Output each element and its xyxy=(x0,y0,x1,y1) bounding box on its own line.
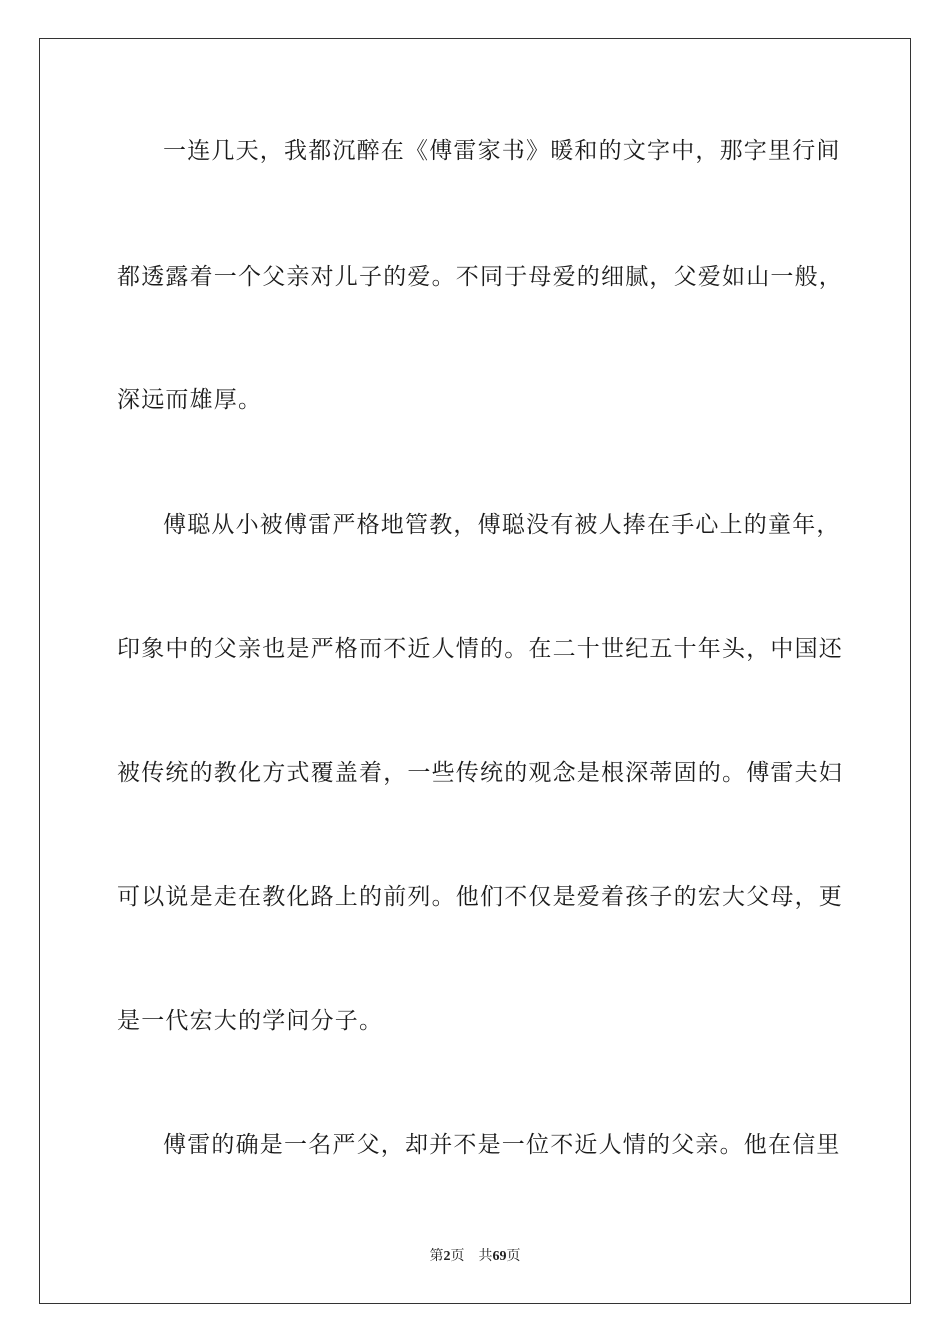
page-number: 2 xyxy=(443,1249,451,1264)
total-pages: 69 xyxy=(492,1249,507,1264)
paragraph-2-line-3: 被传统的教化方式覆盖着，一些传统的观念是根深蒂固的。傅雷夫妇 xyxy=(117,760,843,786)
paragraph-1-line-3: 深远而雄厚。 xyxy=(117,387,263,413)
paragraph-2-line-2: 印象中的父亲也是严格而不近人情的。在二十世纪五十年头，中国还 xyxy=(117,636,843,662)
paragraph-1-line-1: 一连几天，我都沉醉在《傅雷家书》暖和的文字中，那字里行间 xyxy=(163,138,841,164)
paragraph-3-line-1: 傅雷的确是一名严父，却并不是一位不近人情的父亲。他在信里 xyxy=(163,1132,841,1158)
paragraph-1-line-2: 都透露着一个父亲对儿子的爱。不同于母爱的细腻，父爱如山一般， xyxy=(117,264,843,290)
paragraph-2-line-4: 可以说是走在教化路上的前列。他们不仅是爱着孩子的宏大父母，更 xyxy=(117,884,843,910)
page-footer xyxy=(0,1248,950,1266)
page-border xyxy=(39,38,911,1304)
page-suffix: 页 xyxy=(450,1249,465,1264)
paragraph-2-line-5: 是一代宏大的学问分子。 xyxy=(117,1008,384,1034)
paragraph-2-line-1: 傅聪从小被傅雷严格地管教，傅聪没有被人捧在手心上的童年， xyxy=(163,512,841,538)
total-suffix: 页 xyxy=(506,1249,521,1264)
page-prefix: 第 xyxy=(429,1249,444,1264)
total-prefix: 共 xyxy=(478,1249,493,1264)
